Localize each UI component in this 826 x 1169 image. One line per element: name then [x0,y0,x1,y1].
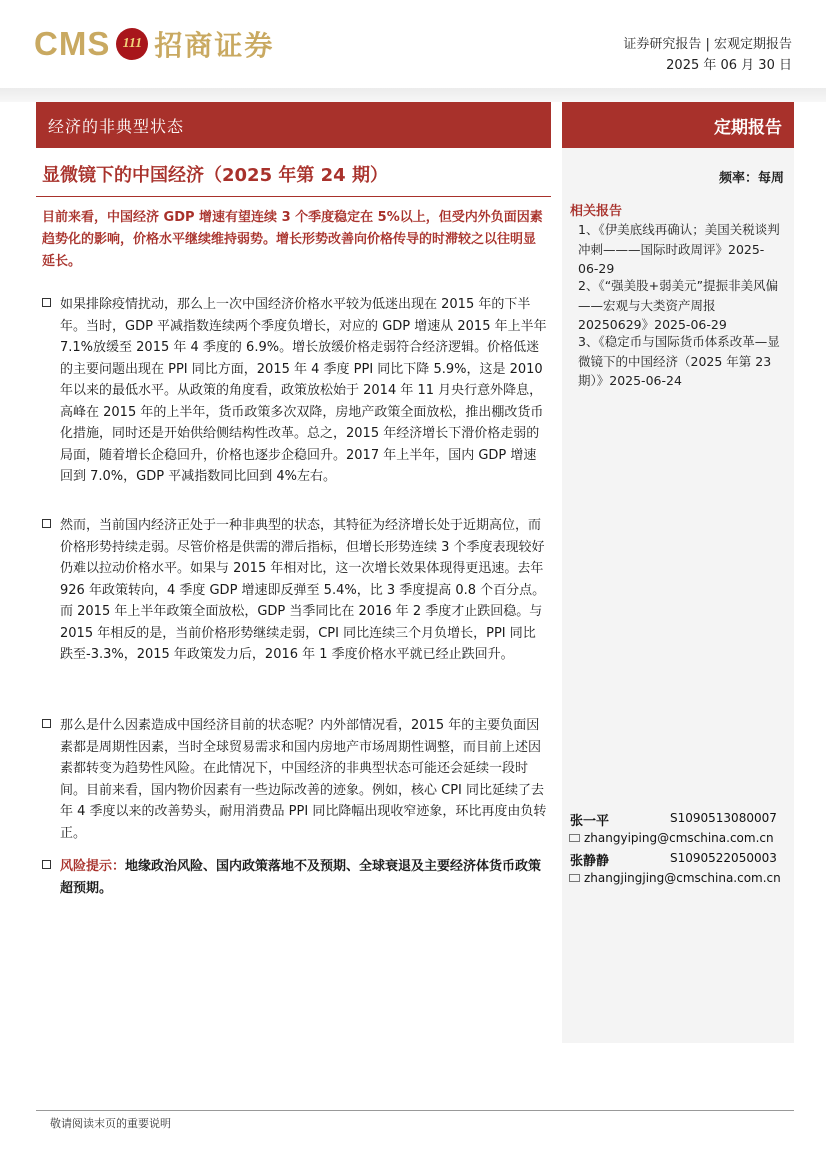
header-band [0,88,826,102]
related-report-link[interactable]: 2、《“强美股+弱美元”提振非美风偏——宏观与大类资产周报 20250629》2025-06-29 [578,278,779,332]
risk-text: 地缘政治风险、国内政策落地不及预期、全球衰退及主要经济体货币政策超预期。 [60,859,542,896]
analyst-name: 张一平 [570,814,610,829]
risk-head: 风险提示： [60,859,126,874]
frequency-label: 频率：每周 [718,171,784,186]
title-divider [36,196,551,197]
footer-divider [36,1110,794,1111]
footer-disclaimer: 敬请阅读末页的重要说明 [50,1117,171,1130]
analyst-name: 张静静 [570,854,610,869]
bullet-text: 那么是什么因素造成中国经济目前的状态呢？内外部情况看，2015 年的主要负面因素都是周期性因素，当时全球贸易需求和国内房地产市场周期性调整，而目前上述因素都转变为趋势性风险。在此情况下，中国经济的非典型状态可能还会延续一段时间。目前来看，国内物价因素有一些边际改善的迹象。例如，核心 CPI 同比延续了去年 4 季度以来的改善势头，耐用消费品 PPI 同比降幅出现收窄迹象，环比再度由负转正。 [60,718,547,841]
mail-icon [569,834,580,842]
analyst-email[interactable]: zhangjingjing@cmschina.com.cn [584,871,781,885]
bullet-paragraph [42,715,547,844]
square-bullet-icon [42,298,51,307]
square-bullet-icon [42,519,51,528]
analyst-license-id: S1090522050003 [670,851,777,865]
bullet-text: 如果排除疫情扰动，那么上一次中国经济价格水平较为低迷出现在 2015 年的下半年。当时，GDP 平减指数连续两个季度负增长，对应的 GDP 增速从 2015 年上半年 7.1%放缓至 2015 年 4 季度的 6.9%。增长放缓价格走弱符合经济逻辑。价格低迷的主要问题出现在 PPI 同比方面，2015 年 4 季度 PPI 同比下降 5.9%，这是 2010 年以来的最低水平。从政策的角度看，政策放松始于 2014 年 11 月央行意外降息，高峰在 2015 年的上半年，货币政策多次双降，房地产政策全面放松，推出棚改货币化措施，同时还是开始供给侧结构性改革。总之，2015 年经济增长下滑价格走弱的局面，随着增长企稳回升，价格也逐步企稳回升。2017 年上半年，国内 GDP 增速回到 7.0%，GDP 平减指数同比回到 4%左右。 [60,297,547,484]
column-title: 经济的非典型状态 [48,116,185,136]
square-bullet-icon [42,719,51,728]
report-category: 定期报告 [714,117,782,138]
logo-chinese: 招商证券 [154,29,275,62]
column-title-bar [36,102,551,148]
related-report-link[interactable]: 1、《伊美底线再确认；美国关税谈判冲刺———国际时政周评》2025-06-29 [578,222,780,276]
company-logo [34,24,274,64]
logo-badge-icon: 111 [116,28,148,60]
bullet-paragraph [42,294,547,488]
related-report-link[interactable]: 3、《稳定币与国际货币体系改革—显微镜下的中国经济（2025 年第 23 期）》2025-06-24 [578,334,780,388]
bullet-paragraph [42,515,547,666]
analyst-email[interactable]: zhangyiping@cmschina.com.cn [584,831,774,845]
report-date: 2025 年 06 月 30 日 [666,58,792,73]
report-type: 证券研究报告 | 宏观定期报告 [623,37,792,52]
page-title: 显微镜下的中国经济（2025 年第 24 期） [42,165,388,186]
bullet-text: 然而，当前国内经济正处于一种非典型的状态，其特征为经济增长处于近期高位，而价格形势持续走弱。尽管价格是供需的滞后指标，但增长形势连续 3 个季度表现较好仍难以拉动价格水平。如果与 2015 年相对比，这一次增长效果体现得更迅速。去年 926 年政策转向，4 季度 GDP 增速即反弹至 5.4%，比 3 季度提高 0.8 个百分点。而 2015 年上半年政策全面放松，GDP 当季同比在 2016 年 2 季度才止跌回稳。与 2015 年相反的是，当前价格形势继续走弱，CPI 同比连续三个月负增长，PPI 同比跌至-3.3%，2015 年政策发力后，2016 年 1 季度价格水平就已经止跌回升。 [60,518,546,662]
logo-latin: CMS [34,25,111,62]
summary-paragraph: 目前来看，中国经济 GDP 增速有望连续 3 个季度稳定在 5%以上，但受内外负面因素趋势化的影响，价格水平继续维持弱势。增长形势改善向价格传导的时滞较之以往明显延长。 [42,210,543,269]
risk-warning [42,856,547,899]
square-bullet-icon [42,860,51,869]
analyst-license-id: S1090513080007 [670,811,777,825]
mail-icon [569,874,580,882]
report-category-bar [562,102,794,148]
related-reports-title: 相关报告 [570,204,623,219]
